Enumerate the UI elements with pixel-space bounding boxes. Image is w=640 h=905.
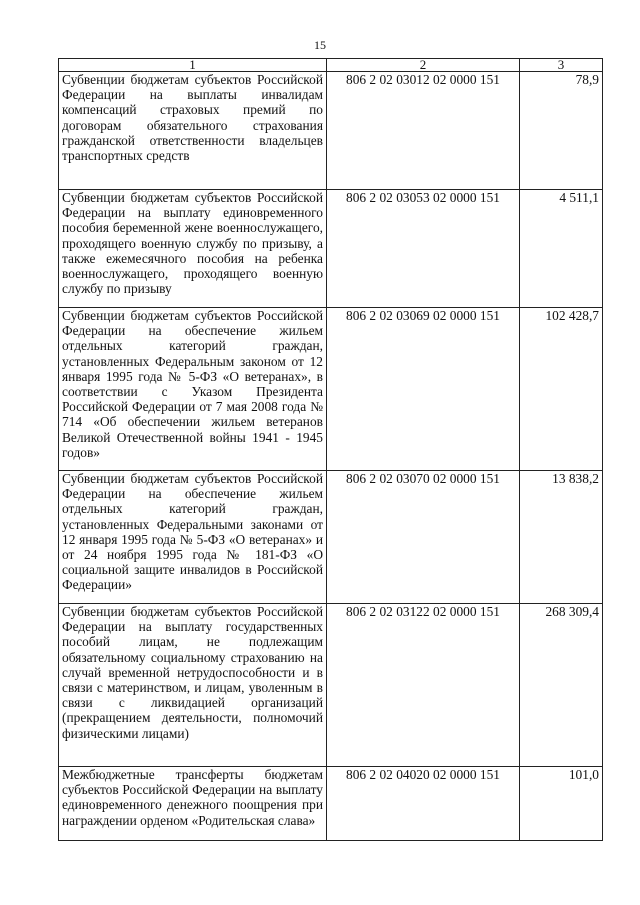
row-description: Субвенции бюджетам субъектов Российской Федерации на обеспечение жильем отдельных категорий граждан, установленных Федеральным законом от 12 января 1995 года № 5-ФЗ «О ветеранах», в соответствии с Указом Президента Российской Федерации от 7 мая 2008 года № 714 «Об обеспечении жильем ветеранов Великой Отечественной войны 1941 - 1945 годов»	[59, 308, 327, 471]
row-description: Субвенции бюджетам субъектов Российской Федерации на выплаты инвалидам компенсаций страховых премий по договорам обязательного страхования гражданской ответственности владельцев транспортных средств	[59, 72, 327, 190]
row-amount: 4 511,1	[520, 190, 603, 308]
row-code: 806 2 02 04020 02 0000 151	[327, 767, 520, 841]
page-number: 15	[314, 38, 326, 52]
column-header-3: 3	[520, 59, 603, 72]
row-amount: 268 309,4	[520, 604, 603, 767]
row-code: 806 2 02 03012 02 0000 151	[327, 72, 520, 190]
row-description: Субвенции бюджетам субъектов Российской Федерации на выплату единовременного пособия беременной жене военнослужащего, проходящего военную службу по призыву, а также ежемесячного пособия на ребенка военнослужащего, проходящего военную службу по призыву	[59, 190, 327, 308]
table-row	[59, 308, 603, 471]
table-row	[59, 190, 603, 308]
column-header-1: 1	[59, 59, 327, 72]
column-header-2: 2	[327, 59, 520, 72]
header-row	[59, 59, 603, 72]
table-row	[59, 471, 603, 604]
budget-table	[58, 58, 603, 841]
row-amount: 78,9	[520, 72, 603, 190]
row-code: 806 2 02 03069 02 0000 151	[327, 308, 520, 471]
row-description: Межбюджетные трансферты бюджетам субъектов Российской Федерации на выплату единовременного денежного поощрения при награждении орденом «Родительская слава»	[59, 767, 327, 841]
row-description: Субвенции бюджетам субъектов Российской Федерации на выплату государственных пособий лицам, не подлежащим обязательному социальному страхованию на случай временной нетрудоспособности и в связи с материнством, и лицам, уволенным в связи с ликвидацией организаций (прекращением деятельности, полномочий физическими лицами)	[59, 604, 327, 767]
row-code: 806 2 02 03070 02 0000 151	[327, 471, 520, 604]
row-code: 806 2 02 03122 02 0000 151	[327, 604, 520, 767]
table-row	[59, 72, 603, 190]
row-description: Субвенции бюджетам субъектов Российской Федерации на обеспечение жильем отдельных категорий граждан, установленных Федеральными законами от 12 января 1995 года № 5-ФЗ «О ветеранах» и от 24 ноября 1995 года № 181-ФЗ «О социальной защите инвалидов в Российской Федерации»	[59, 471, 327, 604]
row-amount: 13 838,2	[520, 471, 603, 604]
row-code: 806 2 02 03053 02 0000 151	[327, 190, 520, 308]
table-row	[59, 767, 603, 841]
row-amount: 101,0	[520, 767, 603, 841]
row-amount: 102 428,7	[520, 308, 603, 471]
table-row	[59, 604, 603, 767]
